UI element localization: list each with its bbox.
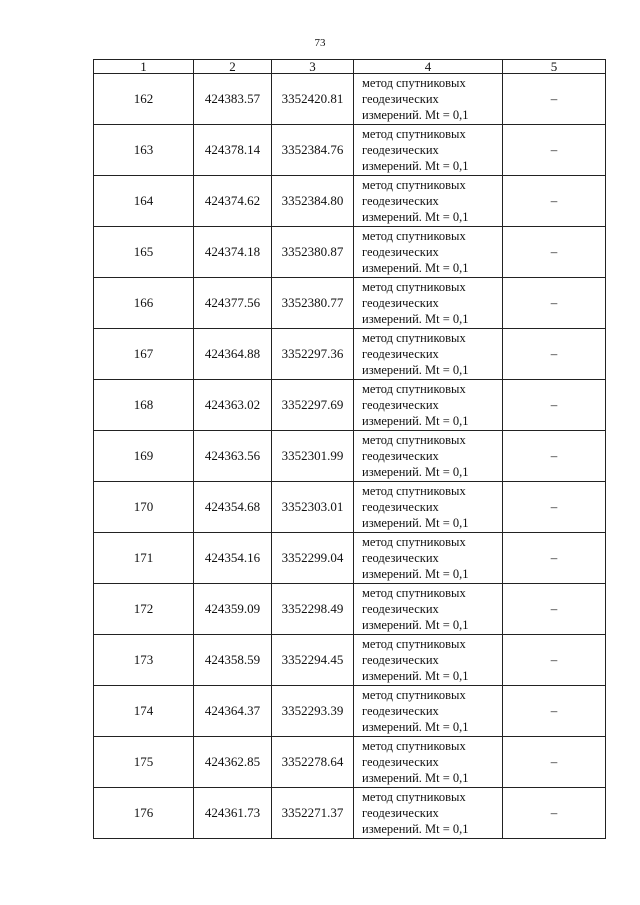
y-coordinate-cell: 3352293.39 — [272, 686, 354, 737]
method-line: геодезических — [362, 347, 439, 361]
table-row — [94, 176, 606, 227]
note-cell: – — [503, 74, 606, 125]
method-line: измерений. Mt = 0,1 — [362, 771, 469, 785]
y-coordinate-cell: 3352294.45 — [272, 635, 354, 686]
point-number-cell: 169 — [94, 431, 194, 482]
method-cell — [354, 227, 503, 278]
method-line: геодезических — [362, 704, 439, 718]
note-cell: – — [503, 686, 606, 737]
page-number: 73 — [314, 37, 326, 49]
x-coordinate-cell: 424359.09 — [194, 584, 272, 635]
method-line: измерений. Mt = 0,1 — [362, 516, 469, 530]
x-coordinate-cell: 424358.59 — [194, 635, 272, 686]
method-line: метод спутниковых — [362, 382, 466, 396]
method-line: геодезических — [362, 500, 439, 514]
point-number-cell: 170 — [94, 482, 194, 533]
y-coordinate-cell: 3352380.87 — [272, 227, 354, 278]
x-coordinate-cell: 424354.16 — [194, 533, 272, 584]
method-cell — [354, 278, 503, 329]
y-coordinate-cell: 3352384.76 — [272, 125, 354, 176]
method-line: геодезических — [362, 398, 439, 412]
x-coordinate-cell: 424364.37 — [194, 686, 272, 737]
note-cell: – — [503, 482, 606, 533]
method-line: измерений. Mt = 0,1 — [362, 363, 469, 377]
method-cell — [354, 686, 503, 737]
point-number-cell: 172 — [94, 584, 194, 635]
table-row — [94, 125, 606, 176]
note-cell: – — [503, 380, 606, 431]
x-coordinate-cell: 424377.56 — [194, 278, 272, 329]
method-line: измерений. Mt = 0,1 — [362, 312, 469, 326]
note-cell: – — [503, 125, 606, 176]
method-line: геодезических — [362, 449, 439, 463]
point-number-cell: 165 — [94, 227, 194, 278]
y-coordinate-cell: 3352271.37 — [272, 788, 354, 839]
table-header-row — [94, 60, 606, 74]
method-line: метод спутниковых — [362, 433, 466, 447]
method-line: геодезических — [362, 653, 439, 667]
method-cell — [354, 125, 503, 176]
method-line: измерений. Mt = 0,1 — [362, 618, 469, 632]
method-line: геодезических — [362, 806, 439, 820]
table-row — [94, 584, 606, 635]
table-row — [94, 227, 606, 278]
method-cell — [354, 176, 503, 227]
method-line: геодезических — [362, 194, 439, 208]
method-cell — [354, 788, 503, 839]
point-number-cell: 171 — [94, 533, 194, 584]
point-number-cell: 167 — [94, 329, 194, 380]
method-line: измерений. Mt = 0,1 — [362, 414, 469, 428]
x-coordinate-cell: 424374.18 — [194, 227, 272, 278]
note-cell: – — [503, 278, 606, 329]
y-coordinate-cell: 3352301.99 — [272, 431, 354, 482]
y-coordinate-cell: 3352278.64 — [272, 737, 354, 788]
method-cell — [354, 482, 503, 533]
method-line: измерений. Mt = 0,1 — [362, 465, 469, 479]
method-line: метод спутниковых — [362, 127, 466, 141]
method-line: измерений. Mt = 0,1 — [362, 210, 469, 224]
note-cell: – — [503, 176, 606, 227]
method-line: измерений. Mt = 0,1 — [362, 261, 469, 275]
point-number-cell: 173 — [94, 635, 194, 686]
table-row — [94, 329, 606, 380]
table-row — [94, 482, 606, 533]
point-number-cell: 168 — [94, 380, 194, 431]
header-cell-3: 3 — [272, 60, 354, 74]
header-cell-1: 1 — [94, 60, 194, 74]
y-coordinate-cell: 3352297.69 — [272, 380, 354, 431]
y-coordinate-cell: 3352297.36 — [272, 329, 354, 380]
x-coordinate-cell: 424364.88 — [194, 329, 272, 380]
method-line: геодезических — [362, 602, 439, 616]
method-line: метод спутниковых — [362, 637, 466, 651]
method-line: метод спутниковых — [362, 535, 466, 549]
note-cell: – — [503, 431, 606, 482]
method-line: геодезических — [362, 296, 439, 310]
x-coordinate-cell: 424363.56 — [194, 431, 272, 482]
table-row — [94, 635, 606, 686]
method-line: измерений. Mt = 0,1 — [362, 567, 469, 581]
method-line: измерений. Mt = 0,1 — [362, 720, 469, 734]
method-cell — [354, 380, 503, 431]
method-cell — [354, 74, 503, 125]
y-coordinate-cell: 3352299.04 — [272, 533, 354, 584]
x-coordinate-cell: 424378.14 — [194, 125, 272, 176]
table-row — [94, 278, 606, 329]
note-cell: – — [503, 584, 606, 635]
method-line: геодезических — [362, 755, 439, 769]
method-line: геодезических — [362, 245, 439, 259]
note-cell: – — [503, 788, 606, 839]
note-cell: – — [503, 533, 606, 584]
point-number-cell: 162 — [94, 74, 194, 125]
method-line: геодезических — [362, 551, 439, 565]
y-coordinate-cell: 3352380.77 — [272, 278, 354, 329]
x-coordinate-cell: 424354.68 — [194, 482, 272, 533]
point-number-cell: 164 — [94, 176, 194, 227]
method-cell — [354, 584, 503, 635]
table-row — [94, 74, 606, 125]
method-line: измерений. Mt = 0,1 — [362, 669, 469, 683]
note-cell: – — [503, 635, 606, 686]
x-coordinate-cell: 424361.73 — [194, 788, 272, 839]
method-line: метод спутниковых — [362, 484, 466, 498]
method-line: метод спутниковых — [362, 280, 466, 294]
table-row — [94, 686, 606, 737]
note-cell: – — [503, 737, 606, 788]
method-line: метод спутниковых — [362, 586, 466, 600]
method-line: геодезических — [362, 92, 439, 106]
header-cell-5: 5 — [503, 60, 606, 74]
table-row — [94, 533, 606, 584]
method-cell — [354, 737, 503, 788]
x-coordinate-cell: 424383.57 — [194, 74, 272, 125]
method-cell — [354, 329, 503, 380]
y-coordinate-cell: 3352420.81 — [272, 74, 354, 125]
table-row — [94, 380, 606, 431]
coordinates-table — [93, 59, 606, 839]
y-coordinate-cell: 3352303.01 — [272, 482, 354, 533]
table-row — [94, 788, 606, 839]
method-cell — [354, 431, 503, 482]
method-line: метод спутниковых — [362, 76, 466, 90]
point-number-cell: 174 — [94, 686, 194, 737]
x-coordinate-cell: 424374.62 — [194, 176, 272, 227]
point-number-cell: 166 — [94, 278, 194, 329]
x-coordinate-cell: 424362.85 — [194, 737, 272, 788]
table-row — [94, 431, 606, 482]
method-line: измерений. Mt = 0,1 — [362, 822, 469, 836]
method-line: измерений. Mt = 0,1 — [362, 159, 469, 173]
y-coordinate-cell: 3352298.49 — [272, 584, 354, 635]
method-line: метод спутниковых — [362, 331, 466, 345]
x-coordinate-cell: 424363.02 — [194, 380, 272, 431]
method-line: измерений. Mt = 0,1 — [362, 108, 469, 122]
point-number-cell: 175 — [94, 737, 194, 788]
method-line: метод спутниковых — [362, 790, 466, 804]
method-line: метод спутниковых — [362, 688, 466, 702]
header-cell-2: 2 — [194, 60, 272, 74]
table-body — [94, 60, 606, 839]
y-coordinate-cell: 3352384.80 — [272, 176, 354, 227]
table-row — [94, 737, 606, 788]
method-line: метод спутниковых — [362, 178, 466, 192]
note-cell: – — [503, 329, 606, 380]
method-line: метод спутниковых — [362, 229, 466, 243]
method-line: геодезических — [362, 143, 439, 157]
point-number-cell: 176 — [94, 788, 194, 839]
method-line: метод спутниковых — [362, 739, 466, 753]
note-cell: – — [503, 227, 606, 278]
point-number-cell: 163 — [94, 125, 194, 176]
method-cell — [354, 533, 503, 584]
header-cell-4: 4 — [354, 60, 503, 74]
method-cell — [354, 635, 503, 686]
